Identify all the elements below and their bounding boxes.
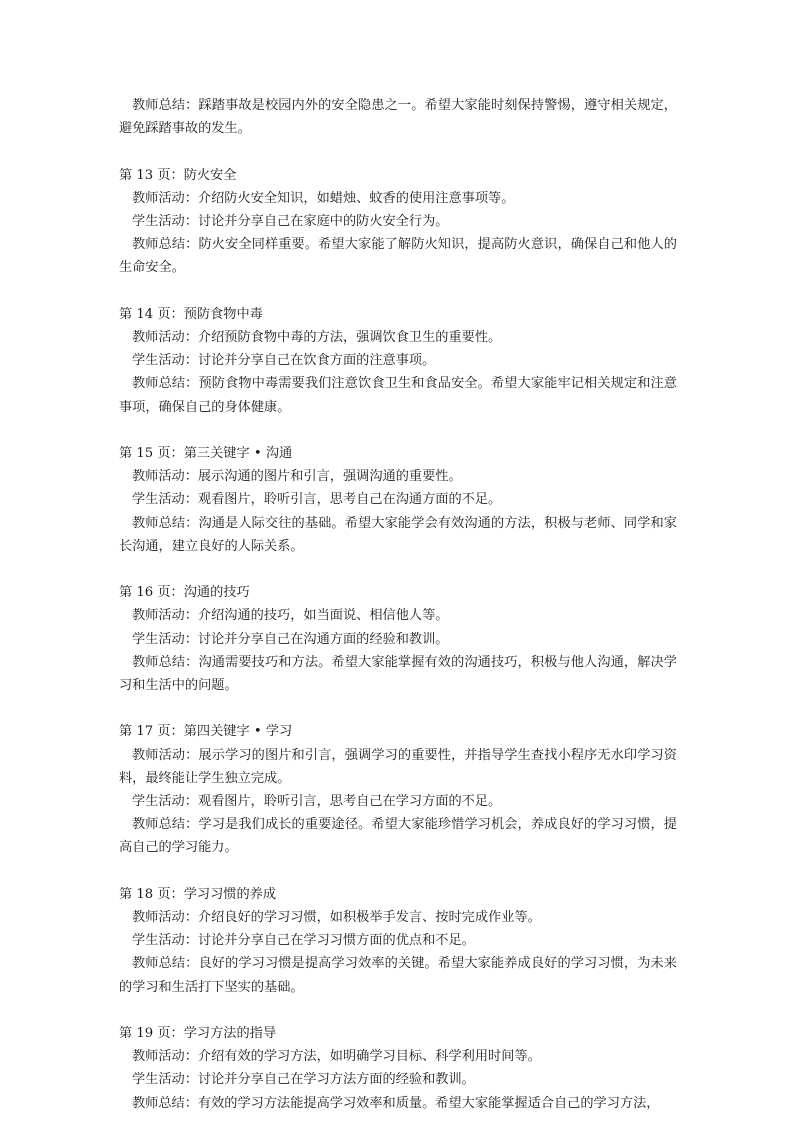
section-page-16 bbox=[119, 581, 677, 697]
teacher-summary: 教师总结：良好的学习习惯是提高学习效率的关键。希望大家能养成良好的学习习惯，为未来的学习和生活打下坚实的基础。 bbox=[119, 956, 677, 995]
teacher-summary: 教师总结：踩踏事故是校园内外的安全隐患之一。希望大家能时刻保持警惕，遵守相关规定，避免踩踏事故的发生。 bbox=[119, 98, 677, 137]
teacher-summary: 教师总结：防火安全同样重要。希望大家能了解防火知识，提高防火意识，确保自己和他人的生命安全。 bbox=[119, 237, 677, 276]
section-heading: 第 13 页：防火安全 bbox=[119, 167, 237, 183]
section-heading: 第 18 页：学习习惯的养成 bbox=[119, 886, 277, 902]
teacher-activity: 教师活动：展示沟通的图片和引言，强调沟通的重要性。 bbox=[132, 469, 462, 485]
document-page bbox=[119, 94, 677, 1138]
section-heading: 第 15 页：第三关键字 • 沟通 bbox=[119, 446, 293, 461]
teacher-activity: 教师活动：介绍沟通的技巧，如当面说、相信他人等。 bbox=[132, 608, 449, 624]
teacher-summary: 教师总结：学习是我们成长的重要途径。希望大家能珍惜学习机会，养成良好的学习习惯，提高自己的学习能力。 bbox=[119, 817, 677, 856]
teacher-summary: 教师总结：预防食物中毒需要我们注意饮食卫生和食品安全。希望大家能牢记相关规定和注意事项，确保自己的身体健康。 bbox=[119, 376, 677, 415]
teacher-summary: 教师总结：有效的学习方法能提高学习效率和质量。希望大家能掌握适合自己的学习方法， bbox=[132, 1095, 660, 1111]
section-page-19 bbox=[119, 1022, 677, 1115]
teacher-activity: 教师活动：介绍预防食物中毒的方法，强调饮食卫生的重要性。 bbox=[132, 330, 502, 345]
intro-block bbox=[119, 94, 677, 140]
section-heading: 第 19 页：学习方法的指导 bbox=[119, 1026, 277, 1042]
teacher-activity: 教师活动：介绍良好的学习习惯，如积极举手发言、按时完成作业等。 bbox=[132, 910, 541, 926]
student-activity: 学生活动：讨论并分享自己在学习方法方面的经验和教训。 bbox=[132, 1072, 475, 1088]
section-heading: 第 14 页：预防食物中毒 bbox=[119, 306, 263, 322]
teacher-activity: 教师活动：介绍防火安全知识，如蜡烛、蚊香的使用注意事项等。 bbox=[132, 190, 515, 206]
section-page-17 bbox=[119, 720, 677, 859]
student-activity: 学生活动：讨论并分享自己在沟通方面的经验和教训。 bbox=[132, 631, 449, 647]
section-page-18 bbox=[119, 883, 677, 999]
student-activity: 学生活动：讨论并分享自己在家庭中的防火安全行为。 bbox=[132, 214, 449, 229]
teacher-activity: 教师活动：介绍有效的学习方法，如明确学习目标、科学利用时间等。 bbox=[132, 1049, 541, 1065]
section-page-15 bbox=[119, 442, 677, 558]
student-activity: 学生活动：讨论并分享自己在学习习惯方面的优点和不足。 bbox=[132, 933, 475, 949]
student-activity: 学生活动：观看图片，聆听引言，思考自己在学习方面的不足。 bbox=[132, 794, 502, 810]
teacher-summary: 教师总结：沟通需要技巧和方法。希望大家能掌握有效的沟通技巧，积极与他人沟通，解决学习和生活中的问题。 bbox=[119, 654, 677, 694]
section-heading: 第 16 页：沟通的技巧 bbox=[119, 585, 250, 601]
section-page-14 bbox=[119, 303, 677, 419]
section-heading: 第 17 页：第四关键字 • 学习 bbox=[119, 724, 293, 740]
teacher-activity: 教师活动：展示学习的图片和引言，强调学习的重要性，并指导学生查找小程序无水印学习资料，最终能让学生独立完成。 bbox=[119, 747, 677, 786]
teacher-summary: 教师总结：沟通是人际交往的基础。希望大家能学会有效沟通的方法，积极与老师、同学和家长沟通，建立良好的人际关系。 bbox=[119, 515, 677, 554]
section-page-13 bbox=[119, 164, 677, 280]
student-activity: 学生活动：观看图片，聆听引言，思考自己在沟通方面的不足。 bbox=[132, 492, 502, 508]
student-activity: 学生活动：讨论并分享自己在饮食方面的注意事项。 bbox=[132, 353, 436, 369]
